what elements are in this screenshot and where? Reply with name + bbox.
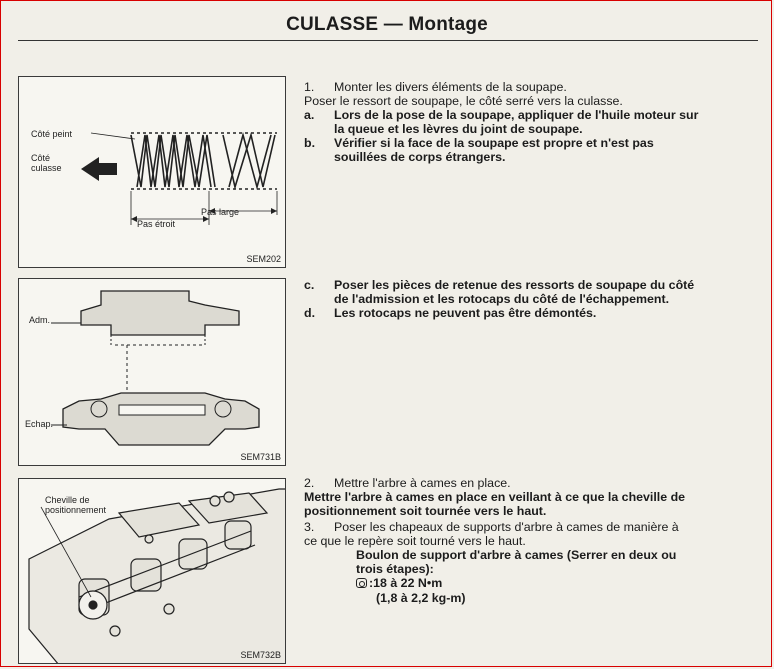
item-line: Lors de la pose de la soupape, appliquer de l'huile moteur sur [334, 108, 699, 122]
label-dowel-pin-line2: positionnement [45, 505, 107, 515]
page-title: CULASSE — Montage [286, 14, 488, 35]
step-2-number: 2. [304, 476, 315, 490]
step-2-text: Mettre l'arbre à cames en place. [334, 476, 511, 490]
figure-code-sem732b: SEM732B [240, 650, 281, 660]
figure-valve-spring [18, 76, 286, 268]
step-3-number: 3. [304, 520, 315, 534]
bolt-spec [304, 548, 760, 605]
torque-value [356, 576, 442, 590]
item-marker: b. [304, 136, 316, 150]
item-line: de l'admission et les rotocaps du côté de l'échappement. [334, 292, 670, 306]
step-1-intro [304, 94, 760, 108]
figure-retainer-rotocap [18, 278, 286, 466]
torque-kgm: (1,8 à 2,2 kg-m) [376, 591, 466, 605]
section-valve-assembly [304, 80, 760, 164]
list-item [304, 108, 760, 136]
item-text [334, 278, 694, 306]
torque-wrench-icon [356, 578, 367, 588]
figure-code-sem731b: SEM731B [240, 452, 281, 462]
item-text [334, 306, 596, 320]
title-divider [18, 40, 758, 41]
list-item [304, 136, 760, 164]
item-text [334, 136, 654, 164]
step-2-detail-line2: positionnement soit tournée vers le haut. [304, 504, 547, 518]
step-2-detail-line1: Mettre l'arbre à cames en place en veillant à ce que la cheville de [304, 490, 686, 504]
step-2 [304, 476, 760, 490]
list-item [304, 278, 760, 306]
item-line: Les rotocaps ne peuvent pas être démontés. [334, 306, 597, 320]
section-camshaft [304, 476, 760, 605]
label-exhaust: Echap. [25, 419, 54, 429]
step-1-intro-text: Poser le ressort de soupape, le côté serré vers la culasse. [304, 94, 623, 108]
item-line: la queue et les lèvres du joint de soupape. [334, 122, 583, 136]
label-head-side-line2: culasse [31, 163, 62, 173]
label-painted-side: Côté peint [31, 129, 73, 139]
step-1-number: 1. [304, 80, 315, 94]
label-head-side-line1: Côté [31, 153, 51, 163]
figure-camshaft [18, 478, 286, 664]
item-marker: d. [304, 306, 316, 320]
torque-nm: :18 à 22 N•m [369, 576, 443, 590]
label-wide-pitch: Pas large [201, 207, 240, 217]
item-marker: a. [304, 108, 315, 122]
retainer-rotocap-illustration [19, 279, 286, 466]
item-text [334, 108, 698, 136]
bolt-spec-line2: trois étapes): [356, 562, 434, 576]
label-dowel-pin-line1: Cheville de [45, 495, 90, 505]
item-line: Poser les pièces de retenue des ressorts de soupape du côté [334, 278, 695, 292]
bolt-spec-line1: Boulon de support d'arbre à cames (Serrer en deux ou [356, 548, 677, 562]
step-3-text-line2: ce que le repère soit tourné vers le haut. [304, 534, 526, 548]
step-3-text-line1: Poser les chapeaux de supports d'arbre à cames de manière à [334, 520, 679, 534]
item-marker: c. [304, 278, 315, 292]
step-1-text: Monter les divers éléments de la soupape. [334, 80, 567, 94]
item-line: Vérifier si la face de la soupape est propre et n'est pas [334, 136, 654, 150]
step-3 [304, 520, 760, 534]
item-line: souillées de corps étrangers. [334, 150, 506, 164]
label-narrow-pitch: Pas étroit [137, 219, 176, 229]
step-1 [304, 80, 760, 94]
list-item [304, 306, 760, 320]
label-intake: Adm. [29, 315, 51, 325]
figure-code-sem202: SEM202 [246, 254, 281, 264]
section-retainers [304, 278, 760, 320]
